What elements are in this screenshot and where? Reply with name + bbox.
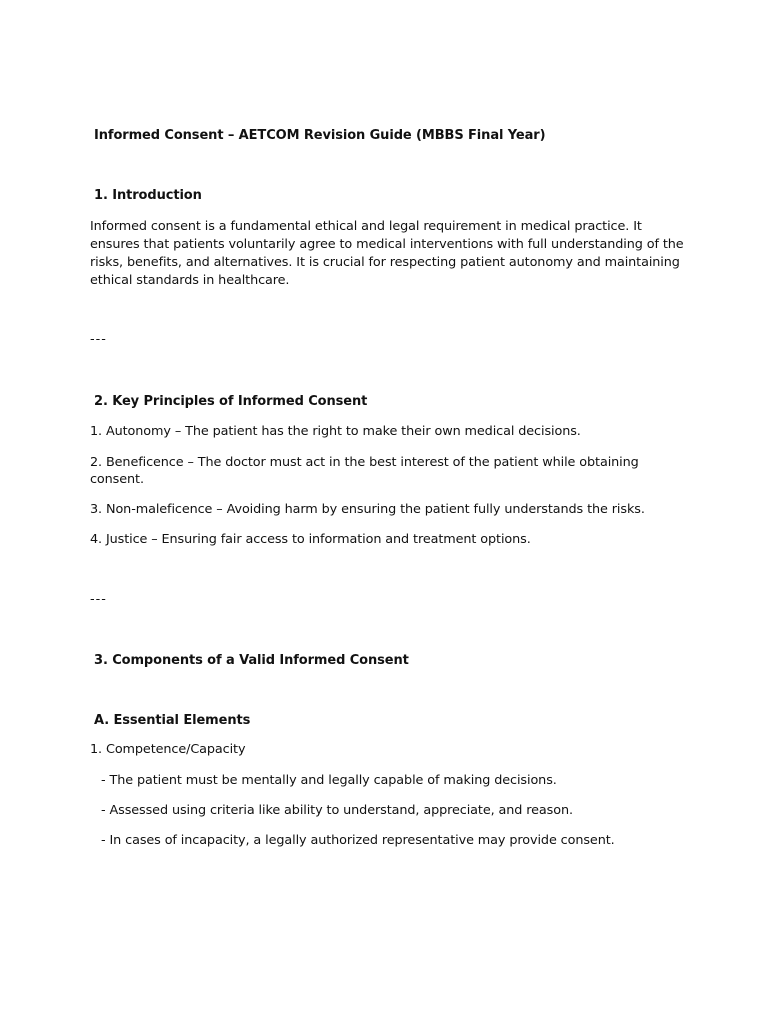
component-bullet: - In cases of incapacity, a legally authorized representative may provide consent. <box>101 833 615 848</box>
principle-item: 3. Non-maleficence – Avoiding harm by ensuring the patient fully understands the risks. <box>90 502 645 517</box>
component-item: 1. Competence/Capacity <box>90 742 246 757</box>
intro-paragraph-line: Informed consent is a fundamental ethical and legal requirement in medical practice. It <box>90 219 642 234</box>
intro-paragraph-line: risks, benefits, and alternatives. It is crucial for respecting patient autonomy and maintaining <box>90 255 680 270</box>
document-title: Informed Consent – AETCOM Revision Guide (MBBS Final Year) <box>94 128 546 143</box>
intro-paragraph-line: ensures that patients voluntarily agree to medical interventions with full understanding of the <box>90 237 684 252</box>
principle-item-continuation: consent. <box>90 472 144 487</box>
component-bullet: - The patient must be mentally and legally capable of making decisions. <box>101 773 557 788</box>
principle-item: 4. Justice – Ensuring fair access to information and treatment options. <box>90 532 531 547</box>
section-separator: --- <box>90 592 107 607</box>
section-heading-introduction: 1. Introduction <box>94 188 202 203</box>
section-heading-principles: 2. Key Principles of Informed Consent <box>94 394 368 409</box>
principle-item: 1. Autonomy – The patient has the right to make their own medical decisions. <box>90 424 581 439</box>
subsection-heading-essential-elements: A. Essential Elements <box>94 713 251 728</box>
section-heading-components: 3. Components of a Valid Informed Consent <box>94 653 409 668</box>
section-separator: --- <box>90 332 107 347</box>
component-bullet: - Assessed using criteria like ability to understand, appreciate, and reason. <box>101 803 573 818</box>
intro-paragraph-line: ethical standards in healthcare. <box>90 273 290 288</box>
principle-item: 2. Beneficence – The doctor must act in the best interest of the patient while obtaining <box>90 455 639 470</box>
